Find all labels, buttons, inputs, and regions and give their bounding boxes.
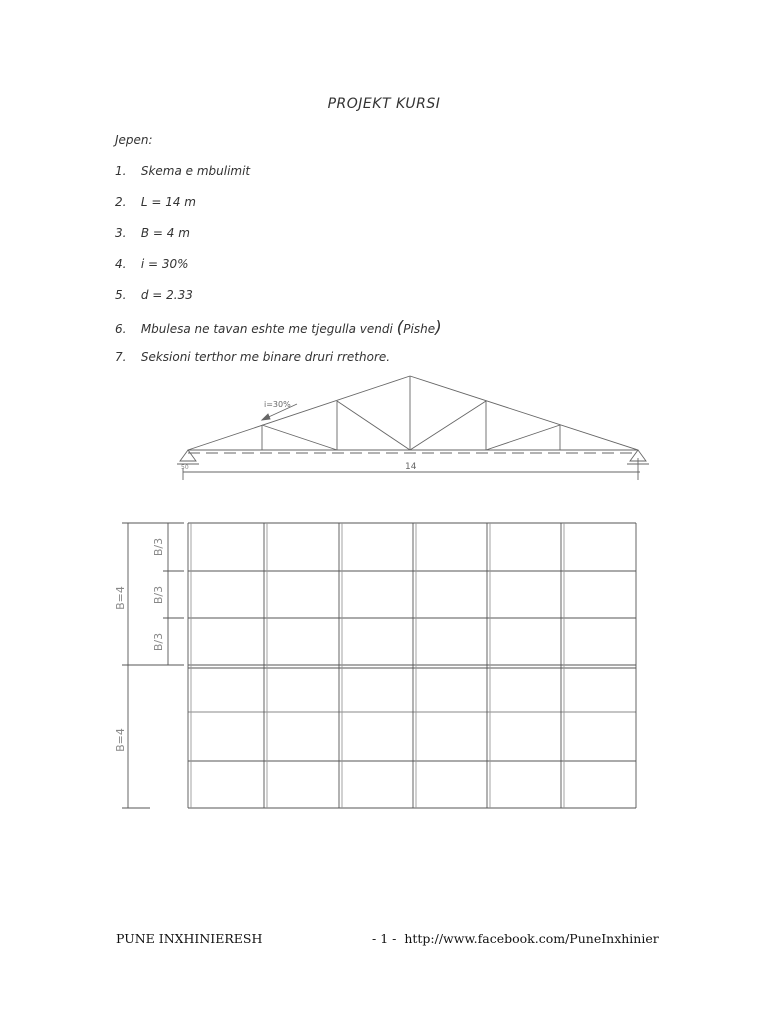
list-number: 6. [115,322,127,336]
page-title: PROJEKT KURSI [327,96,441,112]
footer-label: PUNE INXHINIERESH [116,931,263,946]
list-text-paren: Pishe [403,322,436,336]
list-text: Mbulesa ne tavan eshte me tjegulla vendi [140,322,397,336]
list-text: Seksioni terthor me binare druri rrethore. [140,350,391,364]
dim-label-b-lower: B=4 [114,728,127,752]
dim-label-b3: B/3 [152,537,165,557]
support-label: 50 [181,464,189,471]
intro-label: Jepen: [115,133,153,147]
list-number: 7. [115,350,127,364]
dim-label-b3: B/3 [152,585,165,605]
span-label: 14 [405,462,417,472]
dim-label-b-upper: B=4 [114,586,127,610]
list-number: 4. [115,257,127,271]
list-number: 1. [115,164,127,178]
page-number: - 1 - [372,931,397,946]
slope-label: i=30% [264,400,291,409]
list-number: 5. [115,288,127,302]
list-number: 2. [115,195,127,209]
paren-close: ) [435,318,442,338]
paren-open: ( [396,318,404,338]
list-text: d = 2.33 [140,288,193,302]
list-text: Skema e mbulimit [140,164,251,178]
dim-label-b3: B/3 [152,632,165,652]
list-text: i = 30% [140,257,189,271]
footer-url: http://www.facebook.com/PuneInxhinier [404,931,659,946]
list-text: B = 4 m [140,226,190,240]
list-number: 3. [115,226,127,240]
list-text: L = 14 m [140,195,196,209]
footer-page-url [372,931,659,946]
